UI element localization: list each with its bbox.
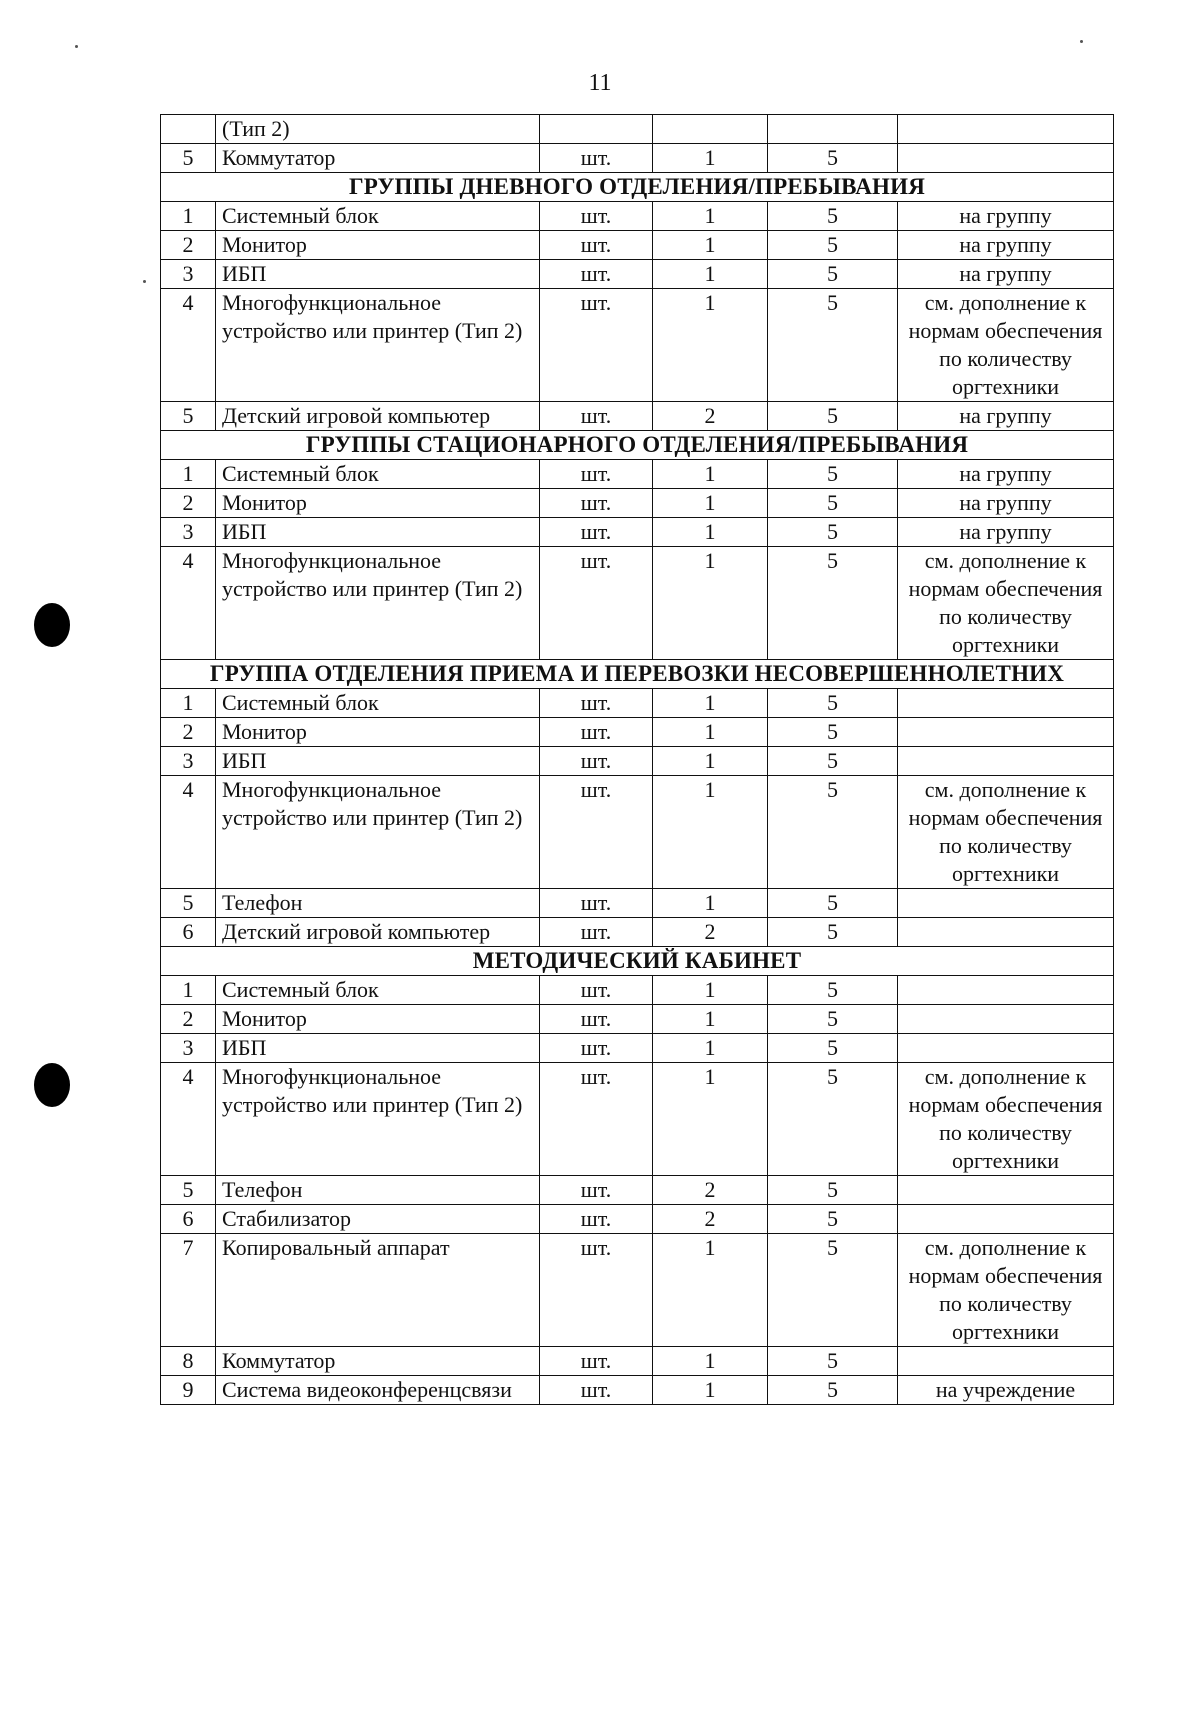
row-number-cell: 5 [161,889,216,918]
quantity-cell: 1 [653,547,768,660]
item-name-cell: Монитор [216,1005,540,1034]
note-cell: на группу [898,260,1114,289]
row-number-cell: 4 [161,289,216,402]
unit-cell: шт. [540,1234,653,1347]
item-name-cell: Системный блок [216,202,540,231]
unit-cell: шт. [540,144,653,173]
table-row [161,260,1114,289]
quantity-cell: 1 [653,144,768,173]
service-life-cell: 5 [768,144,898,173]
service-life-cell: 5 [768,776,898,889]
note-cell [898,1034,1114,1063]
service-life-cell: 5 [768,718,898,747]
row-number-cell: 1 [161,689,216,718]
service-life-cell: 5 [768,1034,898,1063]
unit-cell: шт. [540,918,653,947]
section-header-row [161,173,1114,202]
service-life-cell: 5 [768,289,898,402]
section-title: МЕТОДИЧЕСКИЙ КАБИНЕТ [161,947,1114,976]
service-life-cell: 5 [768,1005,898,1034]
service-life-cell: 5 [768,889,898,918]
table-row [161,460,1114,489]
item-name-cell: Монитор [216,231,540,260]
unit-cell: шт. [540,1034,653,1063]
row-number-cell: 4 [161,1063,216,1176]
table-row [161,918,1114,947]
note-cell [898,115,1114,144]
item-name-cell: Коммутатор [216,144,540,173]
note-cell [898,718,1114,747]
quantity-cell [653,115,768,144]
service-life-cell: 5 [768,402,898,431]
item-name-cell: ИБП [216,747,540,776]
unit-cell: шт. [540,460,653,489]
table-row [161,718,1114,747]
note-cell [898,1176,1114,1205]
item-name-cell: Системный блок [216,460,540,489]
quantity-cell: 1 [653,689,768,718]
row-number-cell: 6 [161,1205,216,1234]
unit-cell: шт. [540,547,653,660]
quantity-cell: 1 [653,718,768,747]
row-number-cell [161,115,216,144]
row-number-cell: 5 [161,402,216,431]
unit-cell: шт. [540,1005,653,1034]
unit-cell [540,115,653,144]
quantity-cell: 1 [653,518,768,547]
quantity-cell: 1 [653,231,768,260]
unit-cell: шт. [540,976,653,1005]
quantity-cell: 1 [653,460,768,489]
item-name-cell: Системный блок [216,976,540,1005]
section-title: ГРУППЫ СТАЦИОНАРНОГО ОТДЕЛЕНИЯ/ПРЕБЫВАНИЯ [161,431,1114,460]
section-title: ГРУППА ОТДЕЛЕНИЯ ПРИЕМА И ПЕРЕВОЗКИ НЕСОВЕРШЕННОЛЕТНИХ [161,660,1114,689]
note-cell: на группу [898,231,1114,260]
row-number-cell: 2 [161,231,216,260]
item-name-cell: Многофункциональное устройство или принтер (Тип 2) [216,289,540,402]
note-cell: на учреждение [898,1376,1114,1405]
note-cell: см. дополнение к нормам обеспечения по количеству оргтехники [898,776,1114,889]
note-cell: на группу [898,518,1114,547]
table-row [161,1205,1114,1234]
item-name-cell: Многофункциональное устройство или принтер (Тип 2) [216,547,540,660]
table-row [161,976,1114,1005]
quantity-cell: 1 [653,1005,768,1034]
note-cell: на группу [898,460,1114,489]
section-header-row [161,947,1114,976]
quantity-cell: 2 [653,1205,768,1234]
table-row [161,518,1114,547]
row-number-cell: 1 [161,976,216,1005]
table-row [161,1234,1114,1347]
quantity-cell: 1 [653,1234,768,1347]
table-row [161,402,1114,431]
note-cell [898,918,1114,947]
item-name-cell: Коммутатор [216,1347,540,1376]
row-number-cell: 5 [161,144,216,173]
table-row [161,776,1114,889]
service-life-cell: 5 [768,1376,898,1405]
service-life-cell: 5 [768,1176,898,1205]
quantity-cell: 1 [653,489,768,518]
row-number-cell: 3 [161,260,216,289]
unit-cell: шт. [540,402,653,431]
table-row [161,144,1114,173]
equipment-table [160,114,1114,1405]
unit-cell: шт. [540,489,653,518]
quantity-cell: 1 [653,1063,768,1176]
note-cell [898,889,1114,918]
row-number-cell: 7 [161,1234,216,1347]
unit-cell: шт. [540,260,653,289]
unit-cell: шт. [540,202,653,231]
note-cell: на группу [898,202,1114,231]
quantity-cell: 1 [653,1376,768,1405]
item-name-cell: ИБП [216,518,540,547]
unit-cell: шт. [540,289,653,402]
table-row [161,547,1114,660]
note-cell [898,1005,1114,1034]
service-life-cell: 5 [768,231,898,260]
note-cell [898,1205,1114,1234]
service-life-cell [768,115,898,144]
service-life-cell: 5 [768,202,898,231]
row-number-cell: 2 [161,489,216,518]
service-life-cell: 5 [768,1063,898,1176]
quantity-cell: 1 [653,747,768,776]
unit-cell: шт. [540,1347,653,1376]
service-life-cell: 5 [768,1347,898,1376]
scan-speck [1080,40,1083,43]
item-name-cell: Телефон [216,889,540,918]
table-row [161,689,1114,718]
note-cell [898,1347,1114,1376]
note-cell [898,747,1114,776]
service-life-cell: 5 [768,918,898,947]
row-number-cell: 2 [161,718,216,747]
item-name-cell: Детский игровой компьютер [216,918,540,947]
note-cell [898,689,1114,718]
row-number-cell: 9 [161,1376,216,1405]
row-number-cell: 4 [161,776,216,889]
punch-hole-upper [34,603,70,647]
unit-cell: шт. [540,518,653,547]
service-life-cell: 5 [768,689,898,718]
item-name-cell: Стабилизатор [216,1205,540,1234]
row-number-cell: 1 [161,460,216,489]
quantity-cell: 2 [653,402,768,431]
note-cell: см. дополнение к нормам обеспечения по количеству оргтехники [898,1063,1114,1176]
note-cell: см. дополнение к нормам обеспечения по количеству оргтехники [898,1234,1114,1347]
table-row [161,115,1114,144]
unit-cell: шт. [540,1176,653,1205]
section-header-row [161,431,1114,460]
quantity-cell: 1 [653,260,768,289]
row-number-cell: 3 [161,1034,216,1063]
item-name-cell: Телефон [216,1176,540,1205]
item-name-cell: Система видеоконференцсвязи [216,1376,540,1405]
unit-cell: шт. [540,889,653,918]
unit-cell: шт. [540,1376,653,1405]
row-number-cell: 5 [161,1176,216,1205]
table-row [161,747,1114,776]
quantity-cell: 2 [653,918,768,947]
service-life-cell: 5 [768,518,898,547]
table-row [161,1005,1114,1034]
note-cell [898,976,1114,1005]
service-life-cell: 5 [768,547,898,660]
note-cell: см. дополнение к нормам обеспечения по количеству оргтехники [898,547,1114,660]
scan-speck [75,45,78,48]
item-name-cell: (Тип 2) [216,115,540,144]
table-row [161,202,1114,231]
quantity-cell: 2 [653,1176,768,1205]
scan-speck [143,280,146,283]
section-title: ГРУППЫ ДНЕВНОГО ОТДЕЛЕНИЯ/ПРЕБЫВАНИЯ [161,173,1114,202]
service-life-cell: 5 [768,260,898,289]
unit-cell: шт. [540,1205,653,1234]
section-header-row [161,660,1114,689]
unit-cell: шт. [540,776,653,889]
item-name-cell: Детский игровой компьютер [216,402,540,431]
service-life-cell: 5 [768,489,898,518]
row-number-cell: 2 [161,1005,216,1034]
table-row [161,231,1114,260]
unit-cell: шт. [540,747,653,776]
note-cell [898,144,1114,173]
quantity-cell: 1 [653,289,768,402]
service-life-cell: 5 [768,747,898,776]
table-row [161,1347,1114,1376]
row-number-cell: 8 [161,1347,216,1376]
item-name-cell: ИБП [216,260,540,289]
table-row [161,289,1114,402]
note-cell: на группу [898,489,1114,518]
item-name-cell: Многофункциональное устройство или принтер (Тип 2) [216,1063,540,1176]
table-row [161,889,1114,918]
quantity-cell: 1 [653,1347,768,1376]
table-row [161,1176,1114,1205]
unit-cell: шт. [540,231,653,260]
item-name-cell: Многофункциональное устройство или принтер (Тип 2) [216,776,540,889]
service-life-cell: 5 [768,1234,898,1347]
table-row [161,1063,1114,1176]
row-number-cell: 4 [161,547,216,660]
quantity-cell: 1 [653,976,768,1005]
item-name-cell: Монитор [216,718,540,747]
quantity-cell: 1 [653,889,768,918]
row-number-cell: 1 [161,202,216,231]
equipment-table-body [161,115,1114,1405]
quantity-cell: 1 [653,202,768,231]
row-number-cell: 3 [161,747,216,776]
punch-hole-lower [34,1063,70,1107]
item-name-cell: Копировальный аппарат [216,1234,540,1347]
service-life-cell: 5 [768,460,898,489]
table-row [161,1034,1114,1063]
service-life-cell: 5 [768,1205,898,1234]
item-name-cell: Системный блок [216,689,540,718]
unit-cell: шт. [540,1063,653,1176]
page-number: 11 [588,70,612,96]
service-life-cell: 5 [768,976,898,1005]
table-row [161,489,1114,518]
item-name-cell: ИБП [216,1034,540,1063]
item-name-cell: Монитор [216,489,540,518]
unit-cell: шт. [540,718,653,747]
quantity-cell: 1 [653,776,768,889]
unit-cell: шт. [540,689,653,718]
table-row [161,1376,1114,1405]
quantity-cell: 1 [653,1034,768,1063]
note-cell: см. дополнение к нормам обеспечения по количеству оргтехники [898,289,1114,402]
row-number-cell: 6 [161,918,216,947]
note-cell: на группу [898,402,1114,431]
row-number-cell: 3 [161,518,216,547]
